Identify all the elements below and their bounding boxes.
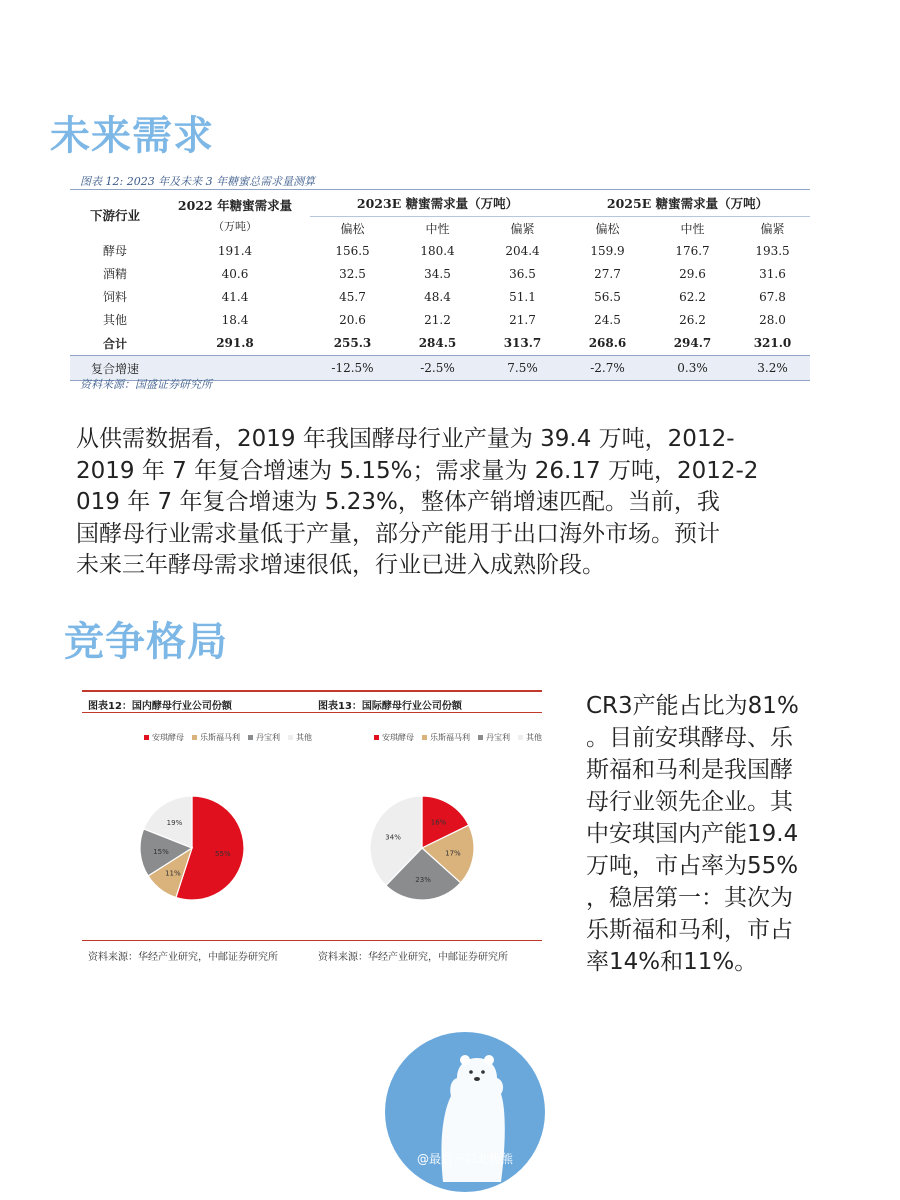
side-text-line: 母行业领先企业。其 xyxy=(586,789,793,815)
demand-table xyxy=(70,189,810,381)
table-cell: 48.4 xyxy=(424,289,451,304)
table-caption: 图表 12: 2023 年及未来 3 年糖蜜总需求量测算 xyxy=(80,175,316,188)
table-source: 资料来源：国盛证券研究所 xyxy=(80,378,212,391)
table-cell: 255.3 xyxy=(333,336,372,350)
table-header-2022-unit: （万吨） xyxy=(213,219,257,233)
legend-item xyxy=(374,732,414,743)
table-cell: 294.7 xyxy=(673,336,712,350)
supply-demand-paragraph xyxy=(76,424,832,582)
pie-left-legend xyxy=(144,732,312,743)
legend-label: 其他 xyxy=(526,733,542,742)
table-row-label: 合计 xyxy=(102,336,127,351)
legend-item xyxy=(192,732,240,743)
pie-charts-figure xyxy=(82,690,542,972)
side-text-line: 。目前安琪酵母、乐 xyxy=(586,725,793,751)
pie-slice-label: 17% xyxy=(445,849,461,858)
section-title-competition: 竞争格局 xyxy=(64,619,228,665)
table-subheader: 偏松 xyxy=(310,217,395,240)
paragraph-line: 从供需数据看，2019 年我国酵母行业产量为 39.4 万吨，2012- xyxy=(76,426,735,452)
table-cell: 41.4 xyxy=(221,289,249,304)
pie-right-legend xyxy=(374,732,542,743)
table-cell: 291.8 xyxy=(216,336,254,350)
pie-slice-label: 34% xyxy=(385,833,401,842)
table-row xyxy=(70,331,810,356)
side-text-line: CR3产能占比为81% xyxy=(586,693,799,719)
table-cell: 26.2 xyxy=(679,312,706,327)
legend-label: 丹宝利 xyxy=(256,733,280,742)
pie-slice-label: 11% xyxy=(165,869,181,878)
table-header-2022 xyxy=(160,190,310,240)
table-cell: 176.7 xyxy=(675,243,710,258)
watermark-badge xyxy=(385,1032,545,1192)
market-share-text xyxy=(586,690,834,978)
figure-top-rule xyxy=(82,690,542,692)
table-cell: 36.5 xyxy=(509,266,536,281)
table-cell: 24.5 xyxy=(594,312,621,327)
polar-bear-icon xyxy=(385,1032,545,1192)
table-header-2025e: 2025E 糖蜜需求量（万吨） xyxy=(565,190,810,217)
pie-slice-label: 55% xyxy=(215,849,231,858)
table-cell: 18.4 xyxy=(221,312,249,327)
table-cell: 31.6 xyxy=(759,266,786,281)
table-row xyxy=(70,308,810,331)
pie-right-title: 图表13：国际酵母行业公司份额 xyxy=(318,701,462,712)
paragraph-line: 019 年 7 年复合增速为 5.23%，整体产销增速匹配。当前，我 xyxy=(76,489,720,515)
table-header-industry: 下游行业 xyxy=(70,190,160,240)
table-header-2023e: 2023E 糖蜜需求量（万吨） xyxy=(310,190,565,217)
legend-label: 乐斯福马利 xyxy=(200,733,240,742)
pie-slice-label: 16% xyxy=(430,818,447,827)
pie-left-title: 图表12：国内酵母行业公司份额 xyxy=(88,701,232,712)
table-cell: 28.0 xyxy=(759,312,786,327)
pie-right-source: 资料来源：华经产业研究，中邮证券研究所 xyxy=(318,952,508,963)
legend-label: 安琪酵母 xyxy=(382,733,414,742)
legend-item xyxy=(518,732,542,743)
pie-right-chart xyxy=(370,748,500,938)
table-cell: -2.5% xyxy=(395,356,480,381)
table-cell: 268.6 xyxy=(588,336,627,350)
table-row xyxy=(70,262,810,285)
table-cell: 40.6 xyxy=(221,266,249,281)
pie-left-chart xyxy=(140,748,270,938)
table-cell: -12.5% xyxy=(310,356,395,381)
table-row xyxy=(70,285,810,308)
legend-label: 其他 xyxy=(296,733,312,742)
table-cell: 34.5 xyxy=(424,266,451,281)
table-cell: 0.3% xyxy=(650,356,735,381)
section-title-future-demand: 未来需求 xyxy=(50,113,214,159)
table-subheader: 偏松 xyxy=(565,217,650,240)
table-cell: 21.2 xyxy=(424,312,451,327)
legend-swatch xyxy=(248,735,253,740)
table-subheader: 中性 xyxy=(395,217,480,240)
table-row-label: 饲料 xyxy=(102,290,127,304)
table-row xyxy=(70,239,810,262)
table-subheader: 偏紧 xyxy=(735,217,810,240)
legend-swatch xyxy=(192,735,197,740)
legend-item xyxy=(144,732,184,743)
legend-swatch xyxy=(374,735,379,740)
pie-slice-label: 15% xyxy=(153,847,169,856)
table-cell: 191.4 xyxy=(217,243,253,258)
table-cell: 3.2% xyxy=(735,356,810,381)
legend-item xyxy=(478,732,510,743)
table-subheader: 偏紧 xyxy=(480,217,565,240)
table-cell: 321.0 xyxy=(753,336,792,350)
table-cell: 313.7 xyxy=(503,336,542,350)
legend-label: 丹宝利 xyxy=(486,733,510,742)
table-cell: -2.7% xyxy=(565,356,650,381)
table-cell: 45.7 xyxy=(339,289,366,304)
table-cell: 180.4 xyxy=(420,243,455,258)
table-cell: 62.2 xyxy=(679,289,706,304)
legend-swatch xyxy=(422,735,427,740)
table-subheader: 中性 xyxy=(650,217,735,240)
side-text-line: 斯福和马利是我国酵 xyxy=(586,757,793,783)
table-cell: 204.4 xyxy=(505,243,540,258)
legend-item xyxy=(248,732,280,743)
table-row-label: 其他 xyxy=(102,313,127,327)
table-header-2022-label: 2022 年糖蜜需求量 xyxy=(177,197,293,213)
side-text-line: ，稳居第一：其次为 xyxy=(586,885,793,911)
table-cell: 21.7 xyxy=(509,312,536,327)
table-cell: 284.5 xyxy=(418,336,457,350)
table-cell: 193.5 xyxy=(755,243,790,258)
table-cell: 29.6 xyxy=(679,266,706,281)
paragraph-line: 2019 年 7 年复合增速为 5.15%；需求量为 26.17 万吨，2012-2 xyxy=(76,457,759,484)
legend-swatch xyxy=(288,735,293,740)
pie-left-source: 资料来源：华经产业研究，中邮证券研究所 xyxy=(88,952,278,963)
table-cell: 56.5 xyxy=(594,289,621,304)
pie-slice-label: 23% xyxy=(415,876,431,885)
table-cell: 67.8 xyxy=(759,289,786,304)
figure-bottom-rule xyxy=(82,940,542,941)
legend-swatch xyxy=(478,735,483,740)
table-cell: 20.6 xyxy=(339,312,366,327)
figure-title-rule xyxy=(82,712,542,713)
table-cell: 51.1 xyxy=(509,289,536,304)
table-cell: 7.5% xyxy=(480,356,565,381)
paragraph-line: 未来三年酵母需求增速很低，行业已进入成熟阶段。 xyxy=(76,552,605,578)
table-cell: 27.7 xyxy=(594,266,621,281)
pie-slice-label: 19% xyxy=(166,819,183,828)
side-text-line: 万吨，市占率为55% xyxy=(586,853,799,879)
table-cell: 159.9 xyxy=(590,243,625,258)
side-text-line: 乐斯福和马利，市占 xyxy=(586,917,793,943)
table-cell: 156.5 xyxy=(335,243,370,258)
side-text-line: 中安琪国内产能19.4 xyxy=(586,821,799,847)
legend-swatch xyxy=(144,735,149,740)
watermark-text: @最后一只北极熊 xyxy=(416,1152,513,1166)
table-row-label: 酒精 xyxy=(102,267,127,281)
legend-label: 安琪酵母 xyxy=(152,733,184,742)
legend-swatch xyxy=(518,735,523,740)
table-row-label: 酵母 xyxy=(102,244,127,258)
paragraph-line: 国酵母行业需求量低于产量，部分产能用于出口海外市场。预计 xyxy=(76,520,720,547)
legend-label: 乐斯福马利 xyxy=(430,733,470,742)
table-cell: 32.5 xyxy=(339,266,366,281)
side-text-line: 率14%和11%。 xyxy=(586,949,758,975)
table-row-label: 复合增速 xyxy=(70,356,160,381)
legend-item xyxy=(288,732,312,743)
legend-item xyxy=(422,732,470,743)
